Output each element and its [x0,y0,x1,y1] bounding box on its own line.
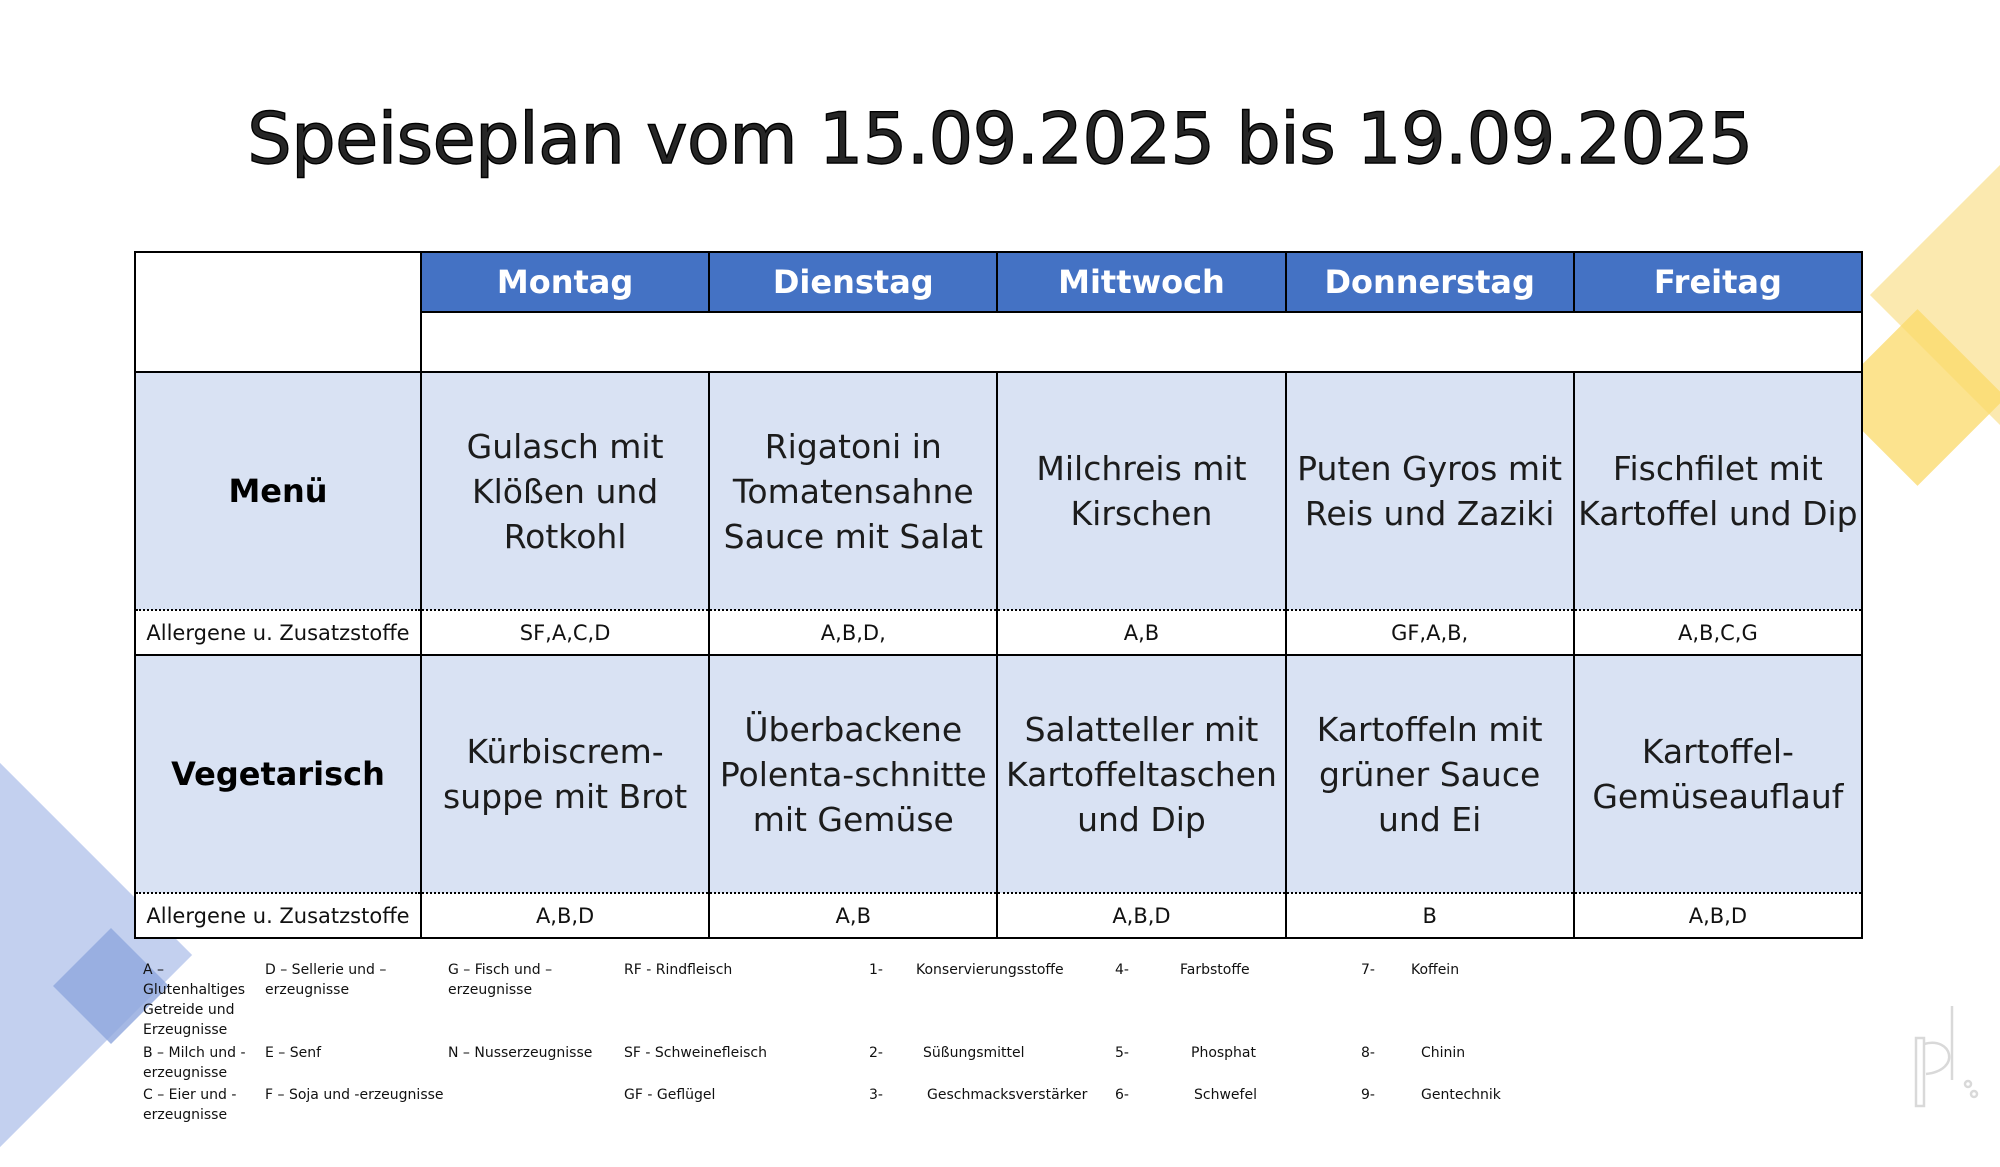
legend-num-col-1 [869,960,909,1105]
legend-additive: Süßungsmittel [923,1045,1025,1061]
legend-additive: Schwefel [1194,1087,1257,1103]
legend-col-2 [265,960,444,1105]
legend-number: 9- [1361,1087,1375,1103]
day-header-thursday: Donnerstag [1286,252,1574,312]
allergen-cell: A,B [709,893,997,938]
legend-number: 2- [869,1045,883,1061]
legend-item: G – Fisch und –erzeugnisse [448,962,553,998]
legend-additive: Chinin [1421,1045,1466,1061]
legend-additive: Konservierungsstoffe [916,962,1064,978]
allergen-cell: A,B [997,610,1285,655]
legend-item: B – Milch und -erzeugnisse [143,1045,246,1081]
menu-cell: Gulasch mit Klößen und Rotkohl [421,372,709,610]
legend-item: D – Sellerie und –erzeugnisse [265,962,387,998]
allergen-cell: A,B,C,G [1574,610,1862,655]
allergen-cell: A,B,D [1574,893,1862,938]
table-corner [135,252,421,372]
legend-number: 3- [869,1087,883,1103]
legend-additive: Geschmacksverstärker [927,1087,1088,1103]
legend-num-col-2 [1115,960,1155,1105]
legend-col-3 [448,960,598,1085]
legend-item: A – Glutenhaltiges Getreide und Erzeugnisse [143,962,246,1038]
page-title: Speiseplan vom 15.09.2025 bis 19.09.2025 [247,98,1753,180]
legend-number: 5- [1115,1045,1129,1061]
legend-number: 4- [1115,962,1129,978]
vegetarian-cell: Kürbiscrem-suppe mit Brot [421,655,709,893]
legend-col-1 [143,960,255,1125]
allergen-label: Allergene u. Zusatzstoffe [135,610,421,655]
legend-number: 8- [1361,1045,1375,1061]
allergen-cell: SF,A,C,D [421,610,709,655]
legend-number: 7- [1361,962,1375,978]
legend-number: 1- [869,962,883,978]
legend-add-col-2 [1180,960,1300,1105]
allergen-label: Allergene u. Zusatzstoffe [135,893,421,938]
allergen-cell: A,B,D, [709,610,997,655]
legend-item: F – Soja und -erzeugnisse [265,1087,444,1103]
legend-item: N – Nusserzeugnisse [448,1045,593,1061]
legend-additive: Phosphat [1191,1045,1257,1061]
row-label-menu: Menü [135,372,421,610]
vegetarian-cell: Überbackene Polenta-schnitte mit Gemüse [709,655,997,893]
legend-additive: Farbstoffe [1180,962,1250,978]
legend-add-col-1 [916,960,1096,1105]
vegetarian-cell: Kartoffeln mit grüner Sauce und Ei [1286,655,1574,893]
legend-item: SF - Schweinefleisch [624,1045,767,1061]
allergen-cell: GF,A,B, [1286,610,1574,655]
day-header-tuesday: Dienstag [709,252,997,312]
menu-table [134,251,1863,939]
legend-additive: Koffein [1411,962,1460,978]
row-label-vegetarian: Vegetarisch [135,655,421,893]
legend-col-4 [624,960,804,1105]
legend-add-col-3 [1411,960,1531,1105]
day-header-wednesday: Mittwoch [997,252,1285,312]
logo-icon [1912,1000,1982,1110]
legend-item: GF - Geflügel [624,1087,716,1103]
empty-subheader-row [421,312,1862,372]
allergen-cell: B [1286,893,1574,938]
legend-number: 6- [1115,1087,1129,1103]
vegetarian-cell: Salatteller mit Kartoffeltaschen und Dip [997,655,1285,893]
menu-cell: Fischfilet mit Kartoffel und Dip [1574,372,1862,610]
vegetarian-cell: Kartoffel-Gemüseauflauf [1574,655,1862,893]
legend-item: C – Eier und -erzeugnisse [143,1087,237,1123]
day-header-monday: Montag [421,252,709,312]
legend-num-col-3 [1361,960,1401,1105]
legend-additive: Gentechnik [1421,1087,1501,1103]
legend-item: RF - Rindfleisch [624,962,733,978]
menu-cell: Rigatoni in Tomatensahne Sauce mit Salat [709,372,997,610]
day-header-friday: Freitag [1574,252,1862,312]
allergen-cell: A,B,D [997,893,1285,938]
legend-item: E – Senf [265,1045,322,1061]
menu-cell: Puten Gyros mit Reis und Zaziki [1286,372,1574,610]
menu-cell: Milchreis mit Kirschen [997,372,1285,610]
allergen-cell: A,B,D [421,893,709,938]
